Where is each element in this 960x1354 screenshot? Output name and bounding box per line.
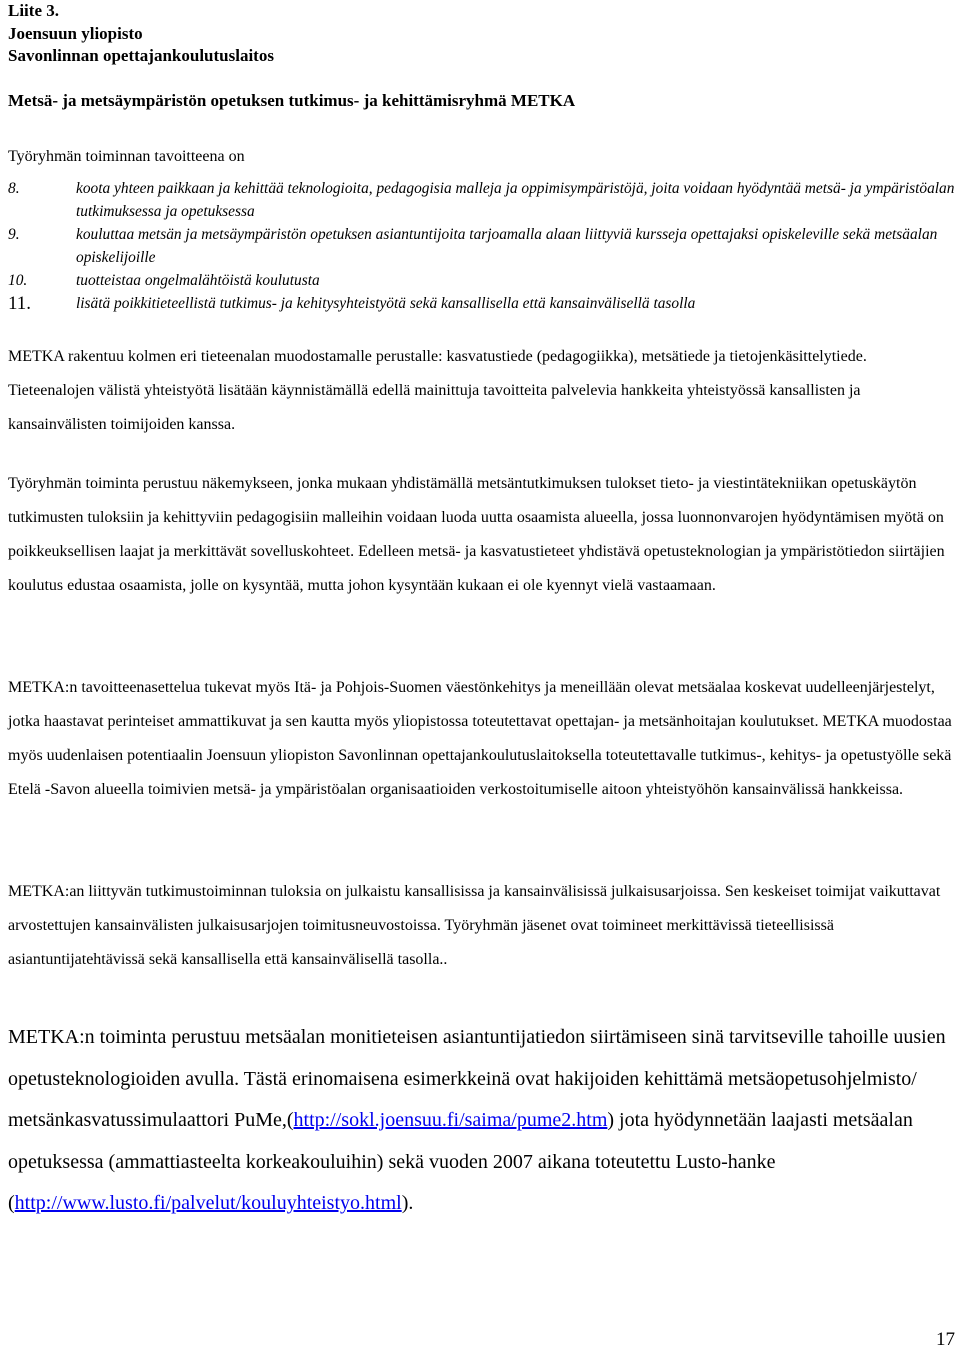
page-number: 17 (936, 1329, 955, 1350)
final-paragraph (8, 1017, 956, 1225)
goal-item (8, 177, 956, 223)
goal-number: 11. (8, 293, 32, 314)
university-name: Joensuun yliopisto (8, 23, 143, 43)
goal-item (8, 223, 956, 269)
goal-number: 8. (8, 180, 20, 197)
body-paragraph: METKA:an liittyvän tutkimustoiminnan tuloksia on julkaistu kansallisissa ja kansainvälisissä julkaisusarjoissa. Sen keskeiset toimijat vaikuttavat arvostettujen kansainvälisten julkaisusarjojen toimitusneuvostoissa. Työryhmän jäsenet ovat toimineet merkittävissä tieteellisissä asiantuntijatehtävissä sekä kansallisella että kansainvälisellä tasolla.. (8, 883, 941, 968)
appendix-label: Liite 3. (8, 1, 59, 20)
goal-item (8, 269, 956, 292)
final-paragraph-text: ). (401, 1192, 414, 1214)
body-paragraph: Työryhmän toiminta perustuu näkemykseen, jonka mukaan yhdistämällä metsäntutkimuksen tulokset tieto- ja viestintätekniikan opetuskäytön tutkimusten tuloksiin ja kehittyviin pedagogisiin malleihin voidaan luoda uutta osaamista alueella, jossa luonnonvarojen hyödyntämisen myötä on poikkeuksellisen laajat ja merkittävät sovelluskohteet. Edelleen metsä- ja kasvatustieteet yhdistävä opetusteknologian ja ympäristötiedon siirtäjien koulutus edustaa osaamista, jolle on kysyntää, mutta johon kysyntään kukaan ei ole kyennyt vielä vastaamaan. (8, 475, 945, 594)
goal-item (8, 292, 956, 315)
goal-text: tuotteistaa ongelmalähtöistä koulutusta (76, 272, 320, 289)
goals-intro: Työryhmän toiminnan tavoitteena on (8, 148, 245, 165)
body-paragraph: METKA:n tavoitteenasettelua tukevat myös Itä- ja Pohjois-Suomen väestönkehitys ja meneillään olevat metsäalaa koskevat uudelleenjärjestelyt, jotka haastavat perinteiset ammattikuvat ja sen kautta myös yliopistossa toteutettavat opettajan- ja metsänhoitajan koulutukset. METKA muodostaa myös uudenlaisen potentiaalin Joensuun yliopiston Savonlinnan opettajankoulutuslaitoksella toteutettavalle tutkimus-, kehitys- ja opetustyölle sekä Etelä -Savon alueella toimivien metsä- ja ympäristöalan organisaatioiden verkostoitumiselle aitoon yhteistyöhön kansainvälissä hankkeissa. (8, 679, 952, 798)
goal-text: koota yhteen paikkaan ja kehittää teknologioita, pedagogisia malleja ja oppimisympäristöjä, joita voidaan hyödyntää metsä- ja ympäristöalan tutkimuksessa ja opetuksessa (76, 180, 955, 220)
pume-link[interactable]: http://sokl.joensuu.fi/saima/pume2.htm (293, 1109, 608, 1131)
goal-text: kouluttaa metsän ja metsäympäristön opetuksen asiantuntijoita tarjoamalla alaan liittyviä kursseja opettajaksi opiskeleville sekä metsäalan opiskelijoille (76, 226, 938, 266)
body-paragraph: METKA rakentuu kolmen eri tieteenalan muodostamalle perustalle: kasvatustiede (pedagogiikka), metsätiede ja tietojenkäsittelytiede. Tieteenalojen välistä yhteistyötä lisätään käynnistämällä edellä mainittuja tavoitteita palvelevia hankkeita yhteistyössä kansallisten ja kansainvälisten toimijoiden kanssa. (8, 348, 867, 433)
section-title: Metsä- ja metsäympäristön opetuksen tutkimus- ja kehittämisryhmä METKA (8, 91, 576, 110)
goal-list (8, 177, 956, 315)
department-name: Savonlinnan opettajankoulutuslaitos (8, 46, 274, 65)
goal-number: 9. (8, 226, 20, 243)
goal-text: lisätä poikkitieteellistä tutkimus- ja kehitysyhteistyötä sekä kansallisella että kansainvälisellä tasolla (76, 295, 696, 312)
goal-number: 10. (8, 272, 28, 289)
lusto-link[interactable]: http://www.lusto.fi/palvelut/kouluyhteistyo.html (14, 1192, 402, 1214)
document-header (8, 0, 274, 68)
final-paragraph-text: ) jota hyödynnetään laajasti metsäalan opetuksessa (ammattiasteelta korkeakouluihin) sekä vuoden 2007 aikana toteutettu Lusto-hanke ( (8, 1109, 913, 1214)
final-paragraph-text: METKA:n toiminta perustuu metsäalan monitieteisen asiantuntijatiedon siirtämiseen sinä tarvitseville tahoille uusien opetusteknologioiden avulla. Tästä erinomaisena esimerkkeinä ovat hakijoiden kehittämä metsäopetusohjelmisto/ metsänkasvatussimulaattori PuMe,( (8, 1026, 946, 1131)
